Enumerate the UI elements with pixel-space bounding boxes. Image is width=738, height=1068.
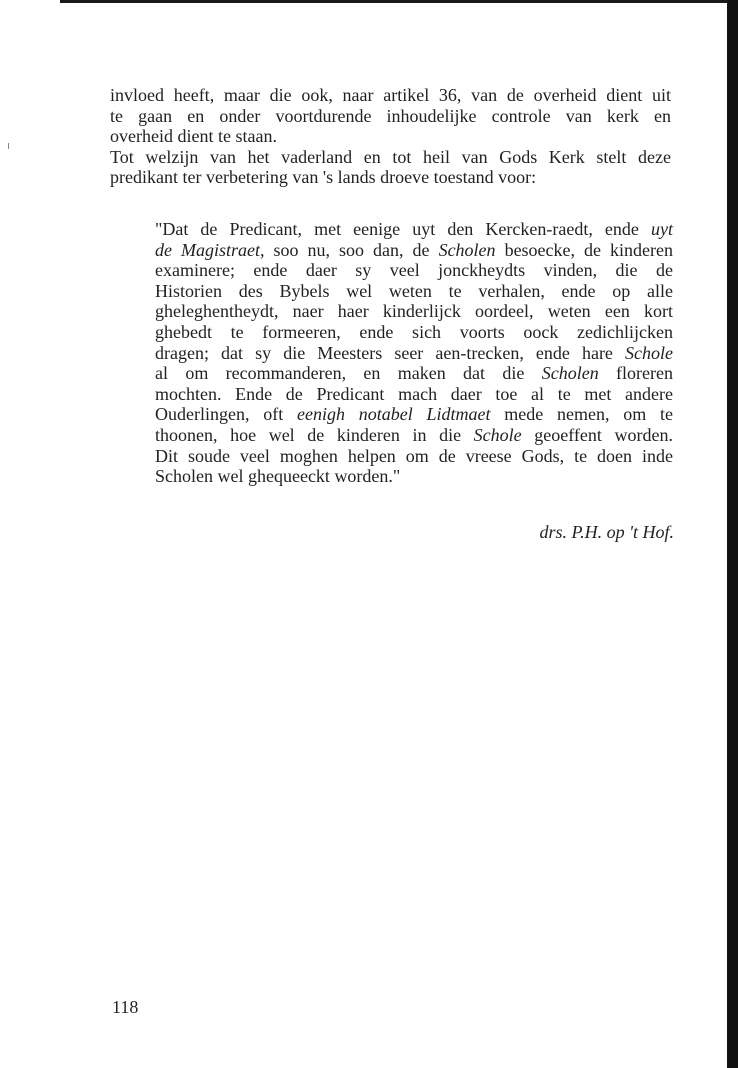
text-line: overheid dient te staan. [110, 126, 277, 147]
quote-line: Dit soude veel moghen helpen om de vreese Gods, te doen inde [155, 445, 673, 466]
top-border-rule [60, 0, 738, 3]
text-line: invloed heeft, maar die ook, naar artikel 36, van de overheid dient uit [110, 85, 671, 105]
text-line: predikant ter verbetering van 's lands droeve toestand voor: [110, 167, 537, 188]
quote-line: Ouderlingen, oft eenigh notabel Lidtmaet mede nemen, om te [155, 404, 674, 425]
quote-line: thoonen, hoe wel de kinderen in die Schole geoeffent worden. [155, 424, 673, 445]
block-quote [155, 219, 673, 487]
quote-line: mochten. Ende de Predicant mach daer toe al te met andere [155, 383, 673, 404]
right-border-rule [727, 0, 738, 1068]
body-text [110, 85, 671, 188]
quote-line: gheleghentheydt, naer haer kinderlijck oordeel, weten een kort [155, 301, 673, 322]
quote-line: dragen; dat sy die Meesters seer aen-trecken, ende hare Schole [155, 342, 673, 363]
text-line: Tot welzijn van het vaderland en tot heil van Gods Kerk stelt deze [110, 146, 671, 167]
page-number: 118 [112, 997, 139, 1017]
quote-line: "Dat de Predicant, met eenige uyt den Kercken-raedt, ende uyt [155, 219, 673, 239]
quote-line: al om recommanderen, en maken dat die Scholen floreren [155, 363, 674, 384]
paragraph-1 [110, 85, 671, 147]
text-line: te gaan en onder voortdurende inhoudelijke controle van kerk en [110, 105, 671, 126]
margin-speck [8, 143, 9, 149]
author-signature: drs. P.H. op 't Hof. [539, 522, 674, 542]
quote-line: ghebedt te formeeren, ende sich voorts oock zedichlijcken [155, 321, 673, 342]
quote-line: examinere; ende daer sy veel jonckheydts vinden, die de [155, 260, 673, 281]
quote-line: Historien des Bybels wel weten te verhalen, ende op alle [155, 280, 673, 301]
quote-line: Scholen wel ghequeeckt worden." [155, 466, 401, 487]
quote-line: de Magistraet, soo nu, soo dan, de Scholen besoecke, de kinderen [155, 239, 674, 260]
paragraph-2 [110, 147, 671, 188]
